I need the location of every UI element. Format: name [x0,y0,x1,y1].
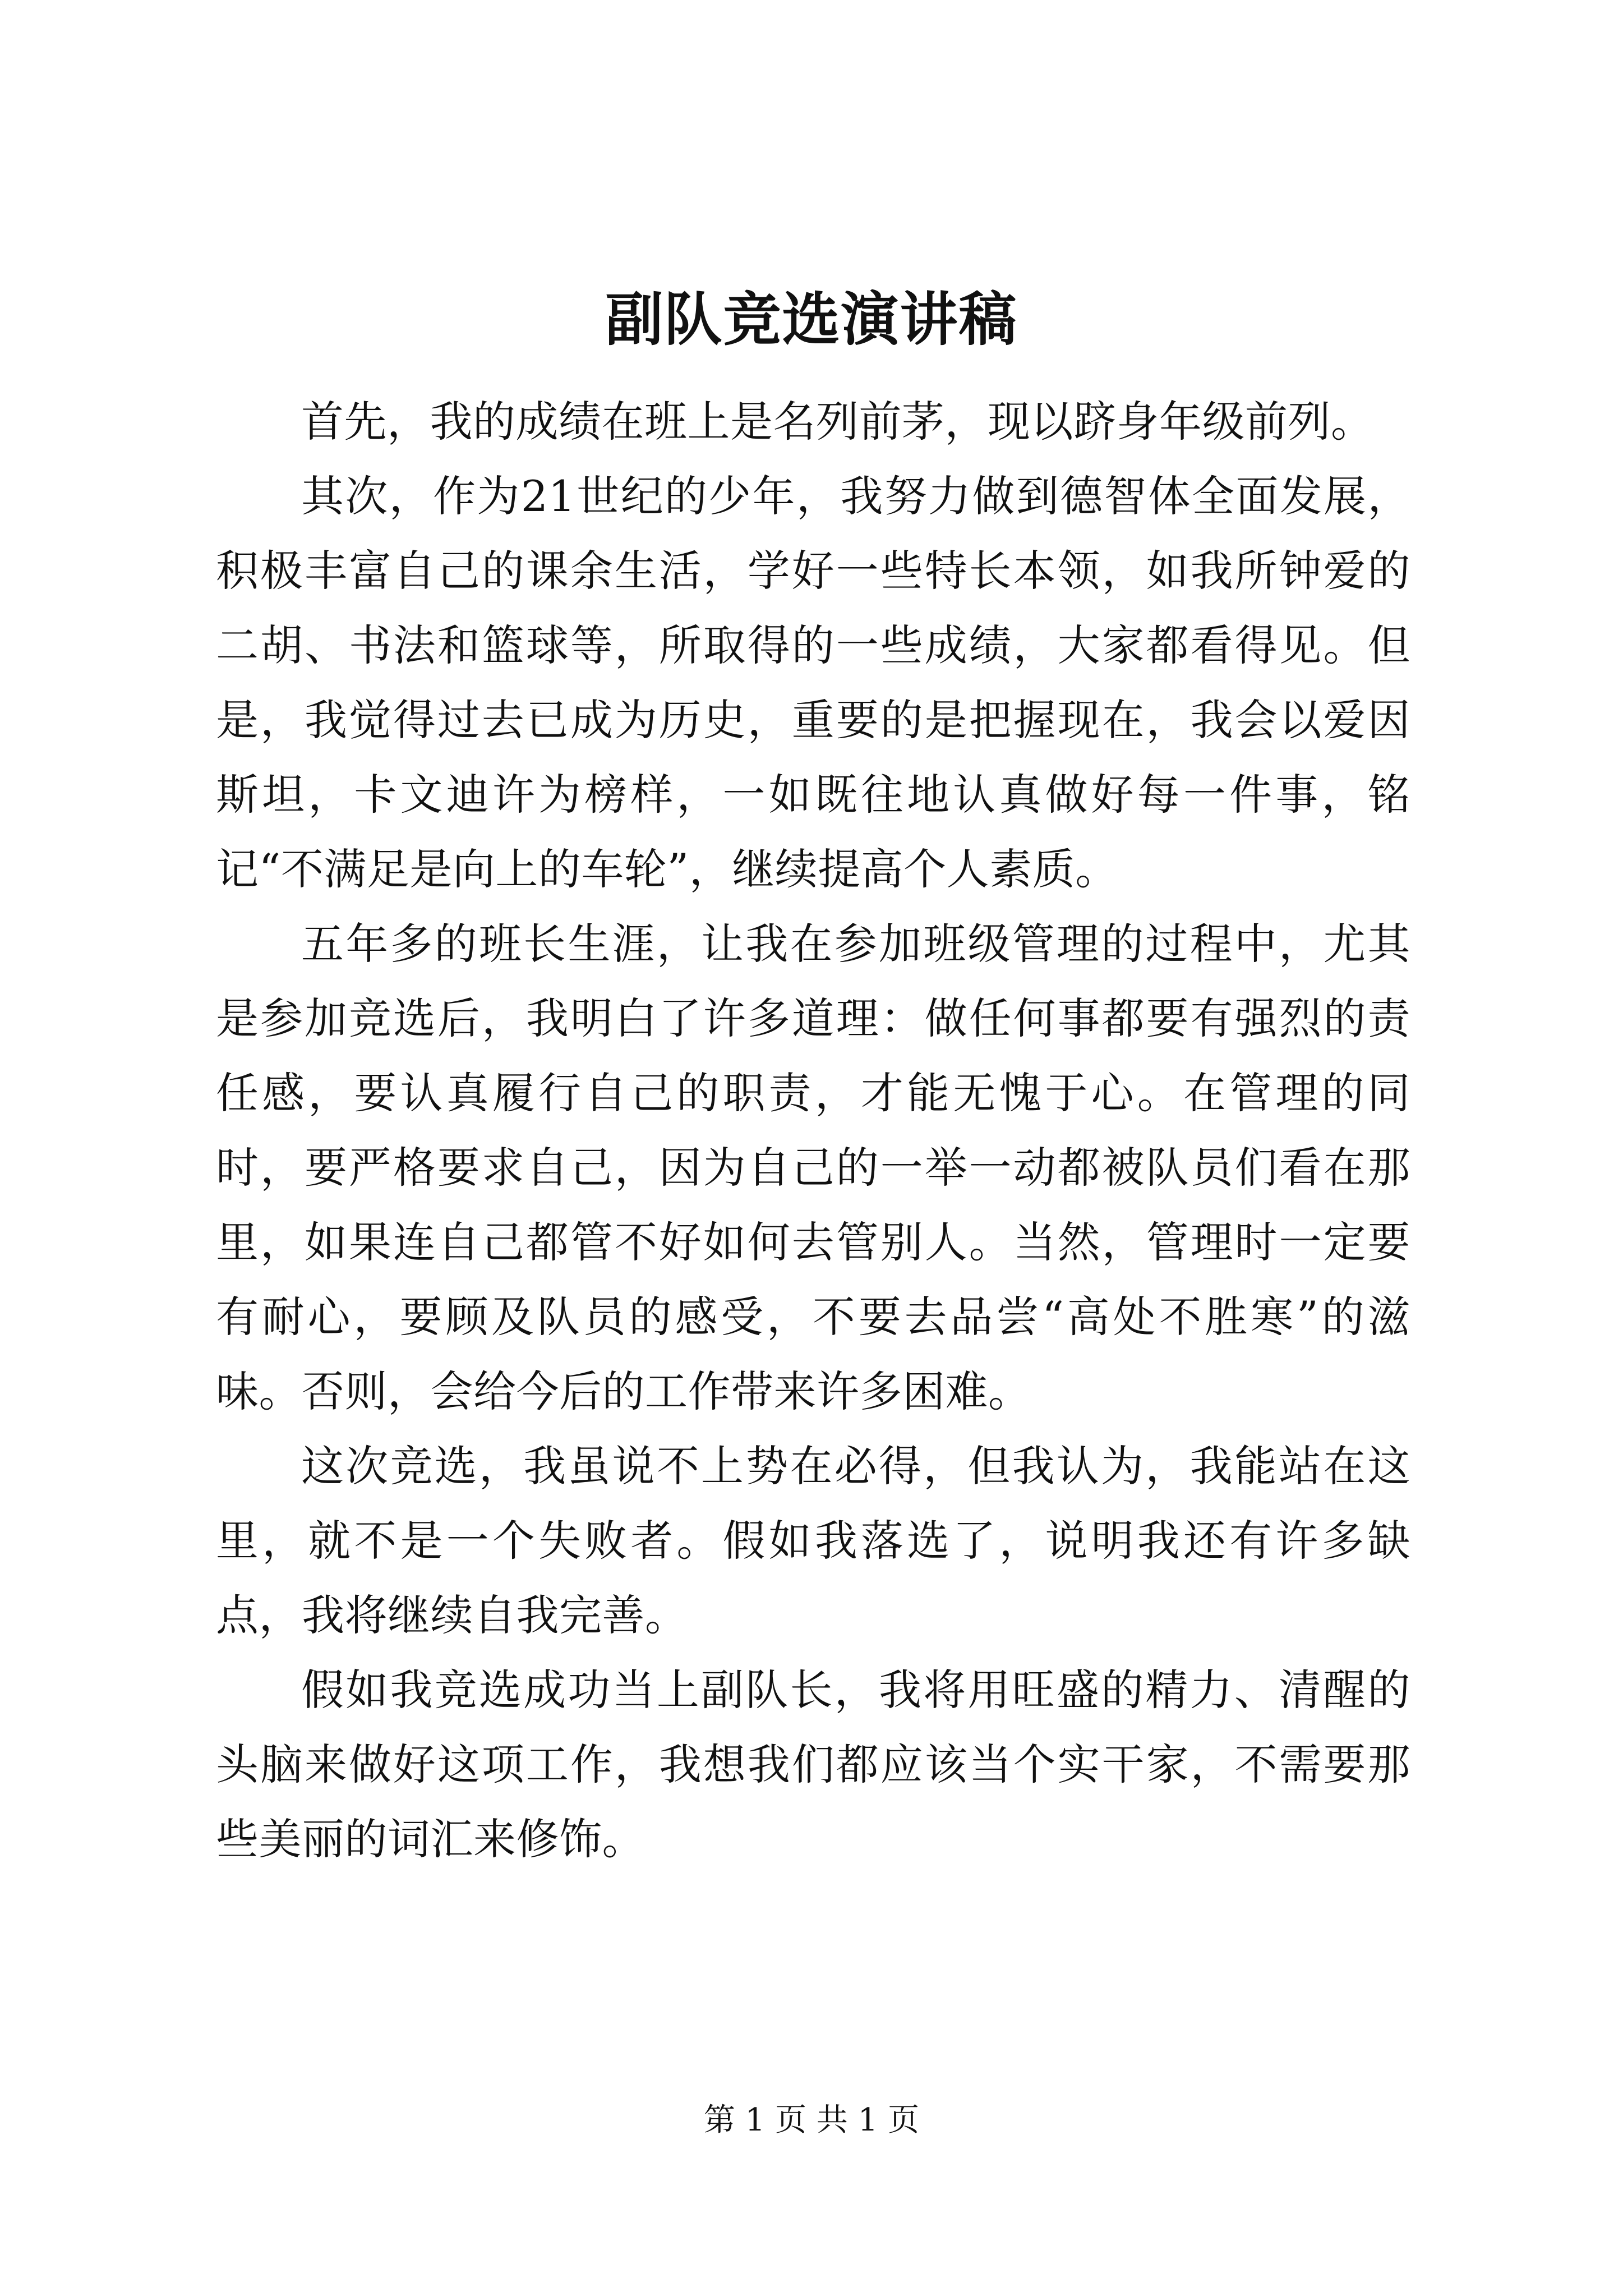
paragraph-3: 五年多的班长生涯，让我在参加班级管理的过程中，尤其是参加竞选后，我明白了许多道理：做任何事都要有强烈的责任感，要认真履行自己的职责，才能无愧于心。在管理的同时，要严格要求自己，因为自己的一举一动都被队员们看在那里，如果连自己都管不好如何去管别人。当然，管理时一定要有耐心，要顾及队员的感受，不要去品尝“高处不胜寒”的滋味。否则，会给今后的工作带来许多困难。 [216,919,1410,1416]
paragraph-2: 其次，作为21世纪的少年，我努力做到德智体全面发展，积极丰富自己的课余生活，学好一些特长本领，如我所钟爱的二胡、书法和篮球等，所取得的一些成绩，大家都看得见。但是，我觉得过去已成为历史，重要的是把握现在，我会以爱因斯坦，卡文迪许为榜样，一如既往地认真做好每一件事，铭记“不满足是向上的车轮”，继续提高个人素质。 [216,471,1410,894]
paragraph-1: 首先，我的成绩在班上是名列前茅，现以跻身年级前列。 [301,397,1374,447]
document-body [216,384,1410,1876]
document-title: 副队竞选演讲稿 [605,286,1018,353]
paragraph-5: 假如我竞选成功当上副队长，我将用旺盛的精力、清醒的头脑来做好这项工作，我想我们都应该当个实干家，不需要那些美丽的词汇来修饰。 [216,1665,1410,1864]
page-footer: 第 1 页 共 1 页 [703,2102,920,2138]
paragraph-4: 这次竞选，我虽说不上势在必得，但我认为，我能站在这里，就不是一个失败者。假如我落选了，说明我还有许多缺点，我将继续自我完善。 [216,1441,1410,1640]
